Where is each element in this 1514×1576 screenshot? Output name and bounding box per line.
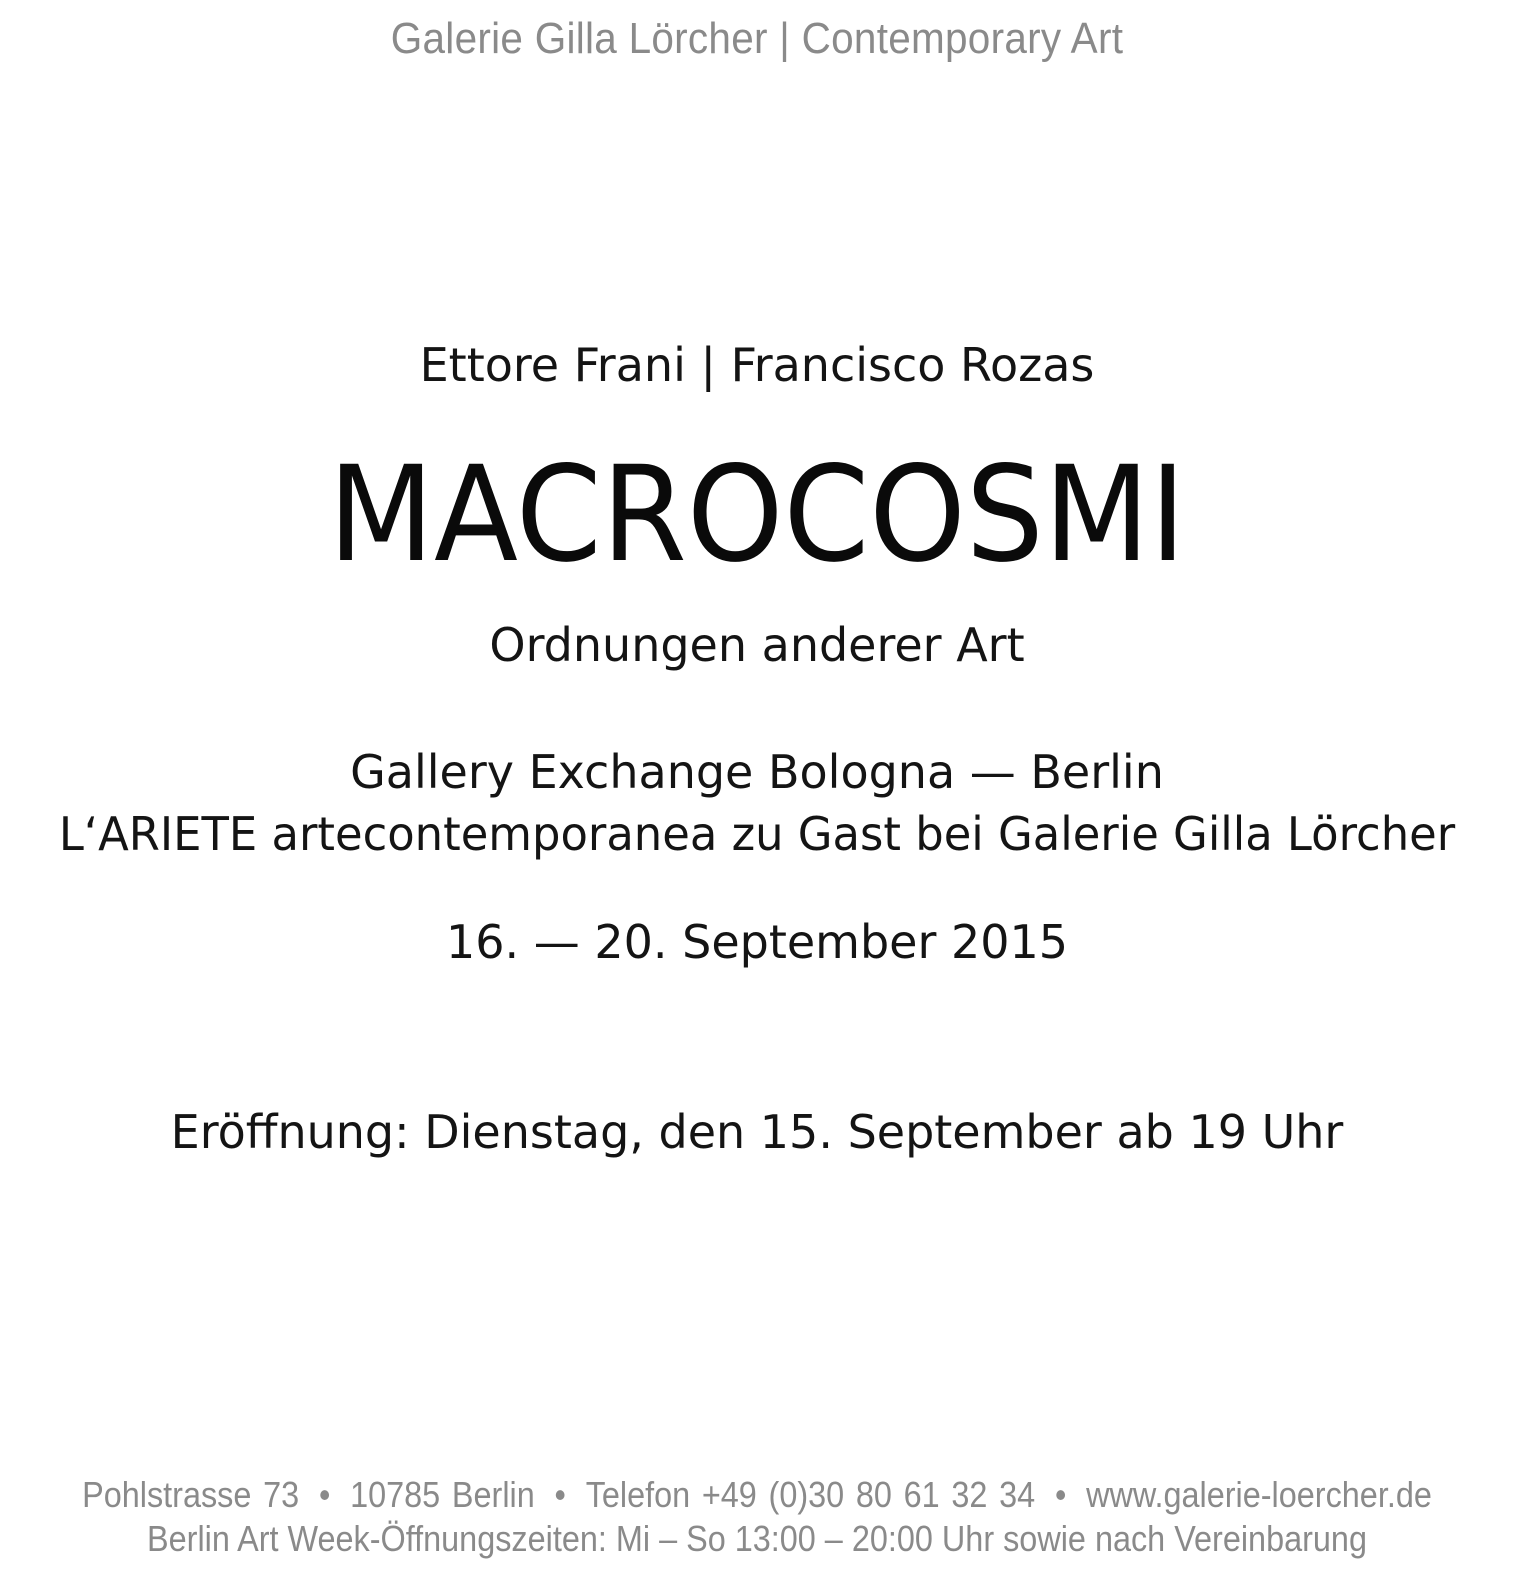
gallery-header: Galerie Gilla Lörcher | Contemporary Art: [390, 14, 1124, 63]
footer-contact: [76, 1474, 1439, 1516]
footer-website[interactable]: www.galerie-loercher.de: [1086, 1474, 1432, 1515]
footer-opening-hours: Berlin Art Week-Öffnungszeiten: Mi – So 13:00 – 20:00 Uhr sowie nach Vereinbarung: [147, 1518, 1367, 1559]
footer-separator: •: [554, 1474, 566, 1515]
footer-city: 10785 Berlin: [350, 1474, 535, 1515]
gallery-exchange-line: Gallery Exchange Bologna — Berlin: [350, 745, 1164, 799]
exhibition-title: MACROCOSMI: [328, 438, 1186, 592]
footer-separator: •: [318, 1474, 331, 1515]
exhibition-subtitle: Ordnungen anderer Art: [489, 618, 1025, 672]
guest-gallery-line: L‘ARIETE artecontemporanea zu Gast bei Galerie Gilla Lörcher: [58, 807, 1456, 861]
footer-separator: •: [1054, 1474, 1067, 1515]
artist-names: Ettore Frani | Francisco Rozas: [419, 338, 1095, 392]
footer-address: Pohlstrasse 73: [82, 1474, 300, 1515]
exhibition-dates: 16. — 20. September 2015: [445, 915, 1069, 969]
opening-info: Eröffnung: Dienstag, den 15. September ab 19 Uhr: [170, 1105, 1344, 1159]
footer-phone: Telefon +49 (0)30 80 61 32 34: [585, 1474, 1036, 1515]
